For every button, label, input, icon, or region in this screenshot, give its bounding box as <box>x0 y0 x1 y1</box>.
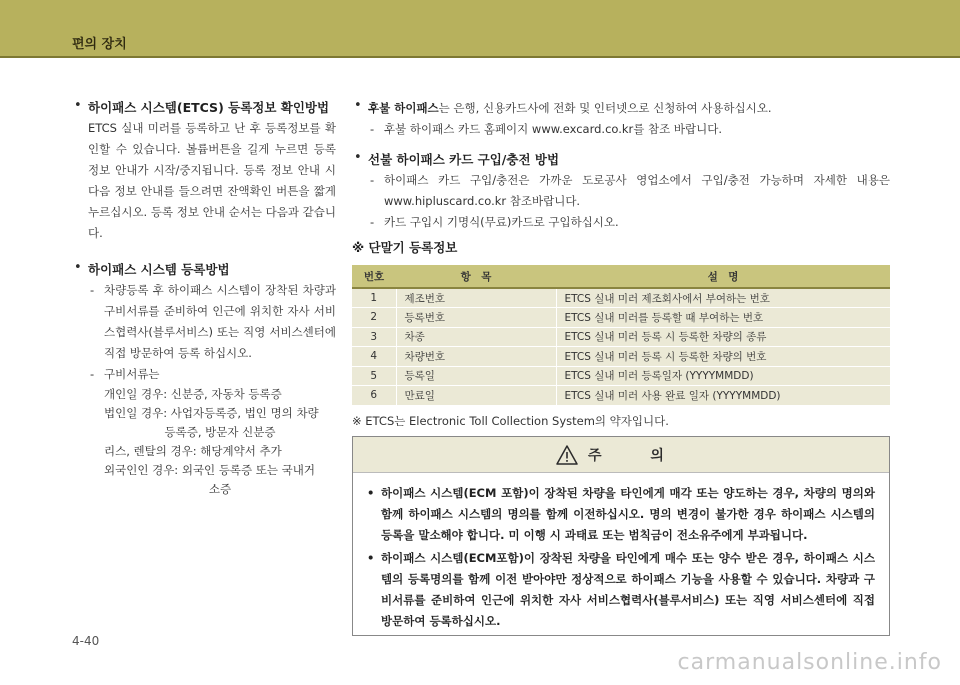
caution-box <box>352 436 890 636</box>
caution-item: • 하이패스 시스템(ECM포함)이 장착된 차량을 타인에게 매수 또는 양수 받은 경우, 하이패스 시스템의 등록명의를 함께 이전 받아야만 정상적으로 하이패스 기능을 사용할 수 있습니다. 차량과 구비서류를 준비하여 인근에 위치한 자사 서비스협력사(블루서비스) 또는 직영 서비스센터에 직접 방문하여 등록하십시오. <box>367 548 875 632</box>
table-cell: ETCS 실내 미러 등록일자 (YYYYMMDD) <box>556 366 890 386</box>
document-line: 개인일 경우: 신분증, 자동차 등록증 <box>104 387 282 401</box>
document-line: 법인일 경우: 사업자등록증, 법인 명의 차량 <box>104 406 319 420</box>
terminal-info-table <box>352 265 890 406</box>
document-line: 외국인인 경우: 외국인 등록증 또는 국내거 <box>104 463 316 477</box>
table-cell: 등록번호 <box>396 308 556 328</box>
table-cell: ETCS 실내 미러 등록 시 등록한 차량의 번호 <box>556 347 890 367</box>
table-cell: 제조번호 <box>396 288 556 308</box>
caution-body <box>353 473 889 632</box>
table-cell: 차종 <box>396 327 556 347</box>
bullet-postpaid <box>352 98 890 140</box>
postpaid-bold: 후불 하이패스 <box>368 101 439 115</box>
bullet-title: • 하이패스 시스템(ETCS) 등록정보 확인방법 <box>88 100 330 115</box>
page-number: 4-40 <box>72 634 100 648</box>
document-list <box>88 385 336 499</box>
table-header-row <box>352 265 890 288</box>
header-band <box>0 0 960 56</box>
left-column <box>72 98 336 499</box>
table-header: 항 목 <box>396 265 556 288</box>
caution-header <box>353 437 889 473</box>
table-cell: ETCS 실내 미러 제조회사에서 부여하는 번호 <box>556 288 890 308</box>
table-cell: 6 <box>352 386 396 406</box>
caution-title: 주 의 <box>588 447 686 464</box>
table-header: 설 명 <box>556 265 890 288</box>
table-cell: 2 <box>352 308 396 328</box>
right-column <box>352 98 890 430</box>
bullet-registration-check <box>72 98 336 244</box>
table-row <box>352 327 890 347</box>
bullet-title: • 선불 하이패스 카드 구입/충전 방법 <box>368 152 560 167</box>
table-cell: 5 <box>352 366 396 386</box>
caution-item: • 하이패스 시스템(ECM 포함)이 장착된 차량을 타인에게 매각 또는 양도하는 경우, 차량의 명의와 함께 하이패스 시스템의 명의를 함께 이전하십시오. 명의 변경이 불가한 경우 하이패스 시스템의 등록을 말소해야 합니다. 미 이행 시 과태료 또는 범칙금이 전소유주에게 부과됩니다. <box>367 483 875 546</box>
dash-item: - 차량등록 후 하이패스 시스템이 장착된 차량과 구비서류를 준비하여 인근에 위치한 자사 서비스협력사(블루서비스) 또는 직영 서비스센터에 직접 방문하여 등록 하십시오. <box>88 280 336 364</box>
table-row <box>352 347 890 367</box>
table-row <box>352 366 890 386</box>
postpaid-text: 는 은행, 신용카드사에 전화 및 인터넷으로 신청하여 사용하십시오. <box>438 101 772 115</box>
table-cell: 만료일 <box>396 386 556 406</box>
table-cell: ETCS 실내 미러를 등록할 때 부여하는 번호 <box>556 308 890 328</box>
dash-item: - 하이패스 카드 구입/충전은 가까운 도로공사 영업소에서 구입/충전 가능하며 자세한 내용은 www.hipluscard.co.kr 참조바랍니다. <box>368 170 890 212</box>
table-cell: 3 <box>352 327 396 347</box>
warning-triangle-icon <box>556 445 578 465</box>
document-line: 소증 <box>208 482 232 496</box>
table-cell: 1 <box>352 288 396 308</box>
table-header: 번호 <box>352 265 396 288</box>
document-line: 리스, 렌탈의 경우: 해당계약서 추가 <box>104 444 282 458</box>
section-title: 편의 장치 <box>72 37 127 52</box>
watermark: carmanualsonline.info <box>677 650 942 675</box>
table-cell: 차량번호 <box>396 347 556 367</box>
table-cell: 등록일 <box>396 366 556 386</box>
table-row <box>352 308 890 328</box>
dash-item: - 카드 구입시 기명식(무료)카드로 구입하십시오. <box>368 212 890 233</box>
bullet-registration-method <box>72 260 336 499</box>
dash-item: - 구비서류는 <box>88 364 336 385</box>
table-cell: ETCS 실내 미러 사용 완료 일자 (YYYYMMDD) <box>556 386 890 406</box>
bullet-title: • 하이패스 시스템 등록방법 <box>88 262 230 277</box>
dash-item: - 후불 하이패스 카드 홈페이지 www.excard.co.kr를 참조 바랍니다. <box>368 119 890 140</box>
document-line: 등록증, 방문자 신분증 <box>164 425 276 439</box>
bullet-prepaid <box>352 150 890 233</box>
header-rule <box>0 56 960 58</box>
terminal-info-title: ※ 단말기 등록정보 <box>352 240 458 255</box>
table-footnote: ※ ETCS는 Electronic Toll Collection System의 약자입니다. <box>352 413 669 428</box>
table-row <box>352 386 890 406</box>
paragraph: ETCS 실내 미러를 등록하고 난 후 등록정보를 확인할 수 있습니다. 볼륨버튼을 길게 누르면 등록 정보 안내가 시작/중지됩니다. 등록 정보 안내 시 다음 정보 안내를 들으려면 잔액확인 버튼을 짧게 누르십시오. 등록 정보 안내 순서는 다음과 같습니다. <box>88 121 336 240</box>
table-cell: ETCS 실내 미러 등록 시 등록한 차량의 종류 <box>556 327 890 347</box>
table-cell: 4 <box>352 347 396 367</box>
table-row <box>352 288 890 308</box>
